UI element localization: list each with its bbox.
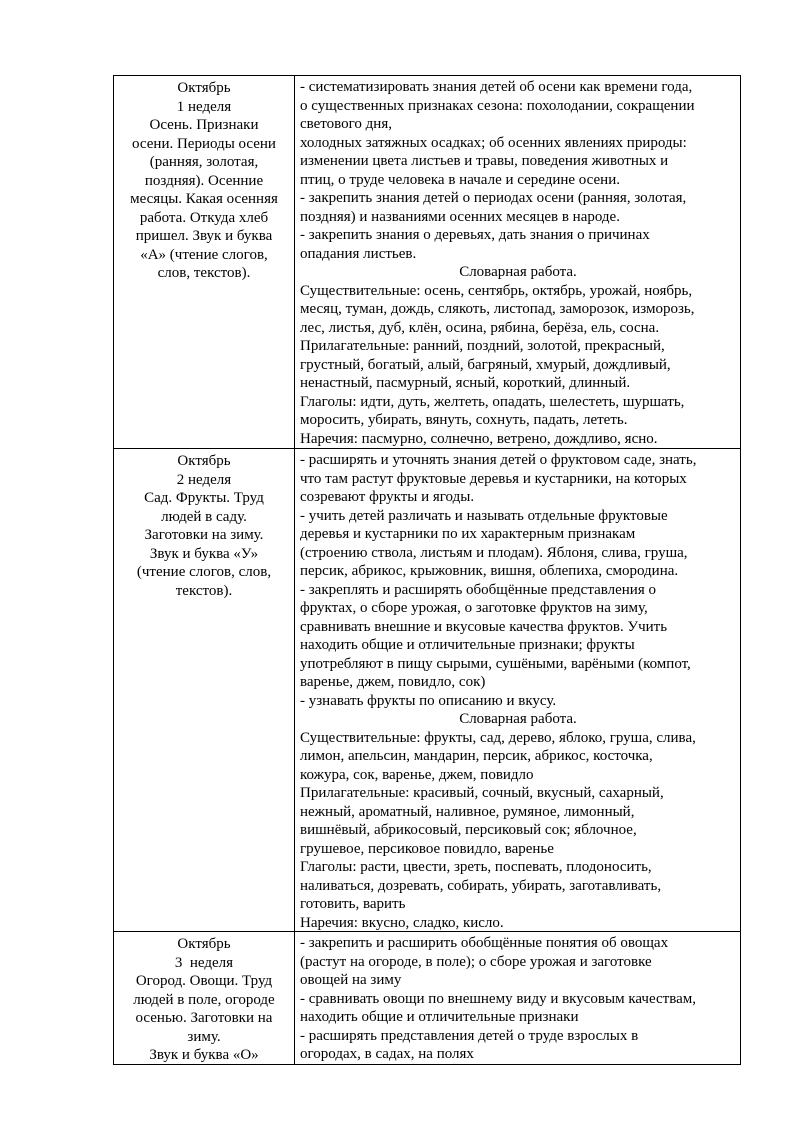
topic-line: Заготовки на зиму. <box>144 527 264 543</box>
topic-line: (чтение слогов, слов, <box>136 564 272 580</box>
goal-line: - систематизировать знания детей об осени как времени года, <box>300 79 693 95</box>
topic-line: осенью. Заготовки на <box>135 1010 273 1026</box>
vocabulary-heading: Словарная работа. <box>459 264 577 280</box>
goal-line: - закреплять и расширять обобщённые представления о <box>300 581 656 598</box>
topic-line: людей в саду. <box>161 508 247 525</box>
goal-line: - узнавать фрукты по описанию и вкусу. <box>300 692 557 709</box>
week-topic-cell <box>114 932 295 1064</box>
vocabulary-line: нежный, ароматный, наливное, румяное, лимонный, <box>300 803 635 820</box>
goal-line: употребляют в пищу сырыми, сушёными, варёными (компот, <box>300 655 691 672</box>
vocabulary-line: кожура, сок, варенье, джем, повидло <box>300 766 534 783</box>
goal-line: что там растут фруктовые деревья и кустарники, на которых <box>300 470 687 487</box>
goal-line: персик, абрикос, крыжовник, вишня, облепиха, смородина. <box>300 563 679 579</box>
table-row <box>113 932 741 1065</box>
goal-line: - учить детей различать и называть отдельные фруктовые <box>300 507 668 524</box>
plan-table <box>113 75 741 1065</box>
goal-line: птиц, о труде человека в начале и середине осени. <box>300 171 620 188</box>
vocabulary-line: лимон, апельсин, мандарин, персик, абрикос, косточка, <box>300 748 653 764</box>
goal-line: находить общие и отличительные признаки; фрукты <box>300 637 635 653</box>
goal-line: - расширять и уточнять знания детей о фруктовом саде, знать, <box>300 452 697 468</box>
goal-line: - сравнивать овощи по внешнему виду и вкусовым качествам, <box>300 990 697 1007</box>
topic-line: Огород. Овощи. Труд <box>135 973 273 989</box>
goal-line: изменении цвета листьев и травы, поведения животных и <box>300 153 669 169</box>
vocabulary-line: Наречия: пасмурно, солнечно, ветрено, дождливо, ясно. <box>300 430 658 447</box>
vocabulary-heading: Словарная работа. <box>459 711 577 727</box>
goal-line: деревья и кустарники по их характерным признакам <box>300 526 636 542</box>
topic-line: зиму. <box>187 1028 221 1045</box>
month-label: Октябрь <box>177 453 231 469</box>
week-topic-cell <box>114 76 295 448</box>
goal-line: варенье, джем, повидло, сок) <box>300 674 486 690</box>
vocabulary-line: Существительные: фрукты, сад, дерево, яблоко, груша, слива, <box>300 729 696 746</box>
goal-line: находить общие и отличительные признаки <box>300 1009 579 1025</box>
vocabulary-line: ненастный, пасмурный, ясный, короткий, длинный. <box>300 375 631 391</box>
vocabulary-line: Прилагательные: ранний, поздний, золотой, прекрасный, <box>300 338 665 354</box>
vocabulary-line: грустный, богатый, алый, багряный, хмурый, дождливый, <box>300 356 671 373</box>
week-label: 1 неделя <box>176 98 232 115</box>
vocabulary-line: месяц, туман, дождь, слякоть, листопад, заморозок, изморозь, <box>300 301 695 317</box>
topic-line: Сад. Фрукты. Труд <box>144 490 264 506</box>
vocabulary-line: Прилагательные: красивый, сочный, вкусный, сахарный, <box>300 785 664 801</box>
goal-line: фруктах, о сборе урожая, о заготовке фруктов на зиму, <box>300 600 648 616</box>
topic-line: «А» (чтение слогов, <box>140 246 268 263</box>
topic-line: работа. Откуда хлеб <box>139 209 269 226</box>
topic-line: пришел. Звук и буква <box>135 228 273 244</box>
vocabulary-line: вишнёвый, абрикосовый, персиковый сок; яблочное, <box>300 822 637 838</box>
vocabulary-line: Существительные: осень, сентябрь, октябрь, урожай, ноябрь, <box>300 282 693 299</box>
topic-line: Звук и буква «У» <box>149 545 259 562</box>
vocabulary-line: лес, листья, дуб, клён, осина, рябина, берёза, ель, сосна. <box>300 319 660 336</box>
goal-line: - закрепить знания о деревьях, дать знания о причинах <box>300 227 650 243</box>
topic-line: поздняя). Осенние <box>144 172 264 189</box>
month-label: Октябрь <box>177 80 231 96</box>
goal-line: сравнивать внешние и вкусовые качества фруктов. Учить <box>300 618 668 635</box>
vocabulary-line: грушевое, персиковое повидло, варенье <box>300 840 554 857</box>
goal-line: (строению ствола, листьям и плодам). Яблоня, слива, груша, <box>300 544 688 561</box>
week-label: 2 неделя <box>176 471 232 488</box>
topic-line: текстов). <box>175 582 233 599</box>
week-label: 3 неделя <box>174 954 234 971</box>
vocabulary-line: Глаголы: идти, дуть, желтеть, опадать, шелестеть, шуршать, <box>300 393 685 410</box>
vocabulary-line: Глаголы: расти, цвести, зреть, поспевать, плодоносить, <box>300 859 652 875</box>
week-topic-cell <box>114 449 295 931</box>
topic-line: (ранняя, золотая, <box>149 154 259 170</box>
goal-line: опадания листьев. <box>300 245 417 262</box>
goal-line: созревают фрукты и ягоды. <box>300 489 475 505</box>
goal-line: - закрепить знания детей о периодах осени (ранняя, золотая, <box>300 190 687 206</box>
topic-line: осени. Периоды осени <box>132 135 276 152</box>
month-label: Октябрь <box>177 936 231 952</box>
topic-line: слов, текстов). <box>157 265 251 281</box>
vocabulary-line: наливаться, дозревать, собирать, убирать, заготавливать, <box>300 877 662 894</box>
goal-line: (растут на огороде, в поле); о сборе урожая и заготовке <box>300 953 652 970</box>
topic-line: месяцы. Какая осенняя <box>130 191 278 207</box>
table-row <box>113 75 741 449</box>
goal-line: огородах, в садах, на полях <box>300 1046 474 1062</box>
goals-cell <box>295 76 740 448</box>
goals-cell <box>295 932 740 1064</box>
goal-line: о существенных признаках сезона: похолодании, сокращении <box>300 97 695 114</box>
goal-line: холодных затяжных осадках; об осенних явлениях природы: <box>300 134 687 151</box>
topic-line: Звук и буква «О» <box>149 1047 259 1063</box>
goal-line: светового дня, <box>300 116 392 132</box>
topic-line: людей в поле, огороде <box>133 991 275 1008</box>
goal-line: - закрепить и расширить обобщённые понятия об овощах <box>300 935 669 951</box>
vocabulary-line: готовить, варить <box>300 896 406 912</box>
vocabulary-line: Наречия: вкусно, сладко, кисло. <box>300 914 504 931</box>
goals-cell <box>295 449 740 931</box>
vocabulary-line: моросить, убирать, вянуть, сохнуть, падать, лететь. <box>300 412 628 428</box>
topic-line: Осень. Признаки <box>149 117 259 133</box>
table-row <box>113 449 741 932</box>
goal-line: - расширять представления детей о труде взрослых в <box>300 1027 639 1044</box>
goal-line: поздняя) и названиями осенних месяцев в народе. <box>300 208 620 225</box>
goal-line: овощей на зиму <box>300 972 402 988</box>
